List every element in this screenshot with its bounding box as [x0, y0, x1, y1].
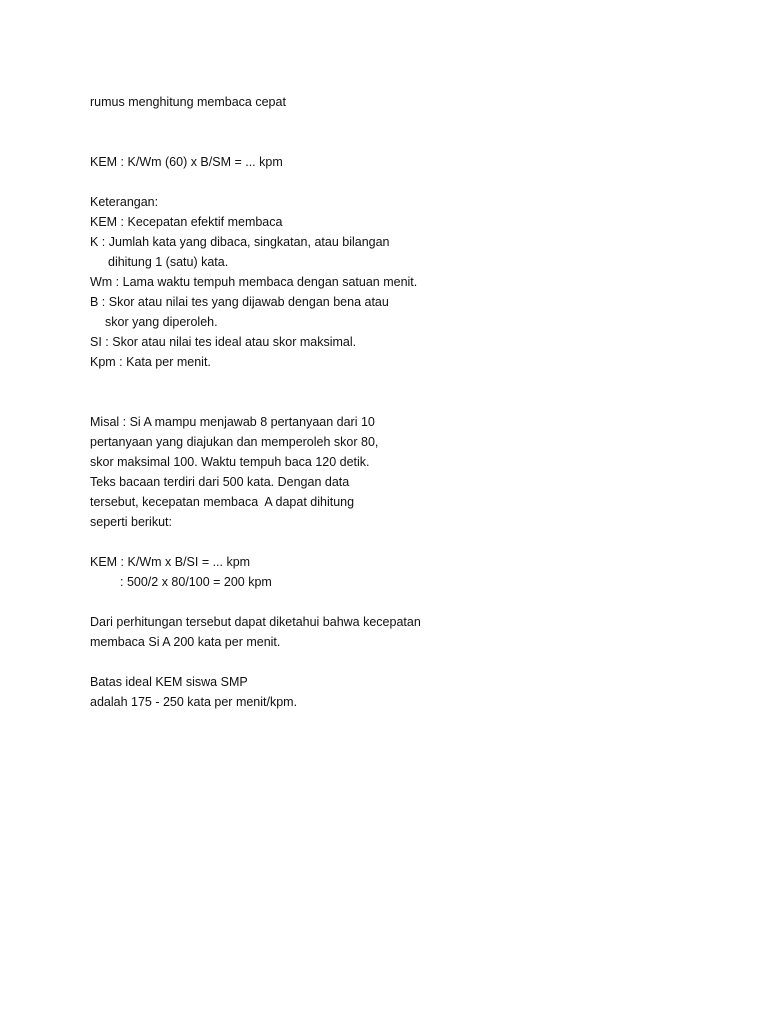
keterangan-line: skor yang diperoleh. [105, 315, 218, 329]
spacer [90, 132, 690, 152]
ideal-line: Batas ideal KEM siswa SMP [90, 675, 248, 689]
calculation-result: : 500/2 x 80/100 = 200 kpm [120, 575, 272, 589]
keterangan-heading: Keterangan: [90, 195, 159, 209]
keterangan-line: K : Jumlah kata yang dibaca, singkatan, atau bilangan [90, 235, 390, 249]
keterangan-line: dihitung 1 (satu) kata. [108, 255, 229, 269]
spacer [90, 112, 690, 132]
keterangan-line: SI : Skor atau nilai tes ideal atau skor maksimal. [90, 335, 357, 349]
example-line: skor maksimal 100. Waktu tempuh baca 120 detik. [90, 455, 370, 469]
keterangan-line: Wm : Lama waktu tempuh membaca dengan satuan menit. [90, 275, 418, 289]
conclusion-line: Dari perhitungan tersebut dapat diketahui bahwa kecepatan [90, 615, 421, 629]
formula-line: KEM : K/Wm (60) x B/SM = ... kpm [90, 155, 283, 169]
document-body [90, 92, 690, 712]
spacer [90, 372, 690, 392]
spacer [90, 652, 690, 672]
example-line: seperti berikut: [90, 515, 172, 529]
keterangan-line: Kpm : Kata per menit. [90, 355, 211, 369]
example-line: tersebut, kecepatan membaca A dapat dihitung [90, 495, 355, 509]
document-title: rumus menghitung membaca cepat [90, 95, 286, 109]
calculation-formula: KEM : K/Wm x B/SI = ... kpm [90, 555, 251, 569]
conclusion-line: membaca Si A 200 kata per menit. [90, 635, 281, 649]
example-line: Teks bacaan terdiri dari 500 kata. Dengan data [90, 475, 350, 489]
spacer [90, 532, 690, 552]
example-line: pertanyaan yang diajukan dan memperoleh skor 80, [90, 435, 379, 449]
spacer [90, 592, 690, 612]
spacer [90, 172, 690, 192]
ideal-line: adalah 175 - 250 kata per menit/kpm. [90, 695, 298, 709]
keterangan-line: B : Skor atau nilai tes yang dijawab dengan bena atau [90, 295, 389, 309]
example-line: Misal : Si A mampu menjawab 8 pertanyaan dari 10 [90, 415, 375, 429]
spacer [90, 392, 690, 412]
keterangan-line: KEM : Kecepatan efektif membaca [90, 215, 283, 229]
